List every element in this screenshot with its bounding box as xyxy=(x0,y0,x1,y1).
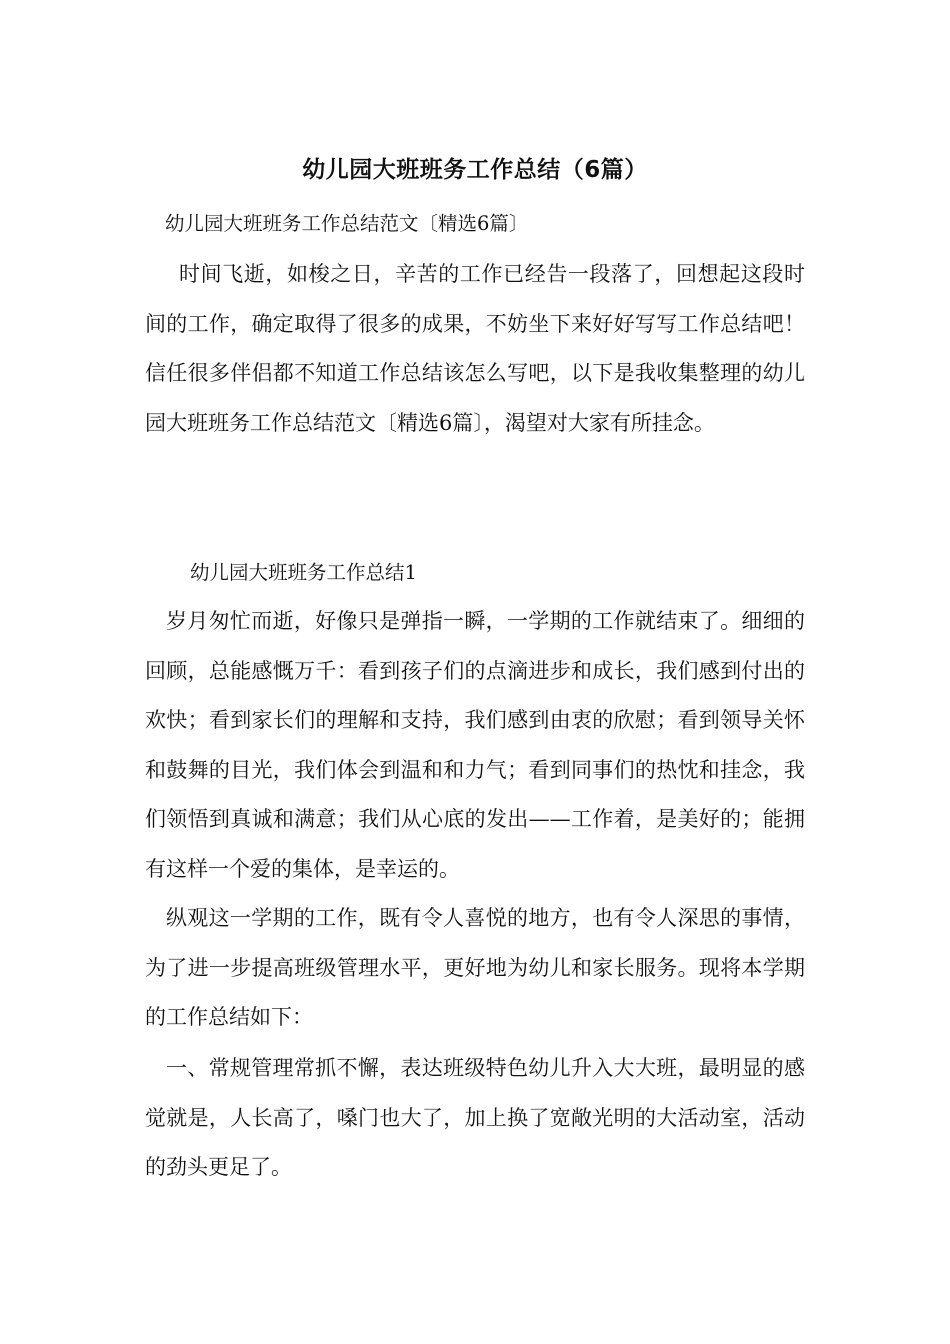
document-subtitle: 幼儿园大班班务工作总结范文〔精选6篇〕 xyxy=(165,212,529,235)
document-title: 幼儿园大班班务工作总结（6篇） xyxy=(302,157,648,183)
body-paragraph: 岁月匆忙而逝，好像只是弹指一瞬，一学期的工作就结束了。细细的回顾，总能感慨万千：看到孩子们的点滴进步和成长，我们感到付出的欢快；看到家长们的理解和支持，我们感到由衷的欣慰；看到领导关怀和鼓舞的目光，我们体会到温和和力气；看到同事们的热忱和挂念，我们领悟到真诚和满意；我们从心底的发出——工作着，是美好的；能拥有这样一个爱的集体，是幸运的。 xyxy=(145,609,805,881)
body-paragraph: 一、常规管理常抓不懈，表达班级特色幼儿升入大大班，最明显的感觉就是，人长高了，嗓门也大了，加上换了宽敞光明的大活动室，活动的劲头更足了。 xyxy=(145,1056,805,1179)
section-heading: 幼儿园大班班务工作总结1 xyxy=(190,561,417,584)
body-paragraph: 纵观这一学期的工作，既有令人喜悦的地方，也有令人深思的事情，为了进一步提高班级管理水平，更好地为幼儿和家长服务。现将本学期的工作总结如下： xyxy=(145,906,805,1029)
intro-paragraph: 时间飞逝，如梭之日，辛苦的工作已经告一段落了，回想起这段时间的工作，确定取得了很多的成果，不妨坐下来好好写写工作总结吧！信任很多伴侣都不知道工作总结该怎么写吧，以下是我收集整理的幼儿园大班班务工作总结范文〔精选6篇〕，渴望对大家有所挂念。 xyxy=(145,262,805,435)
